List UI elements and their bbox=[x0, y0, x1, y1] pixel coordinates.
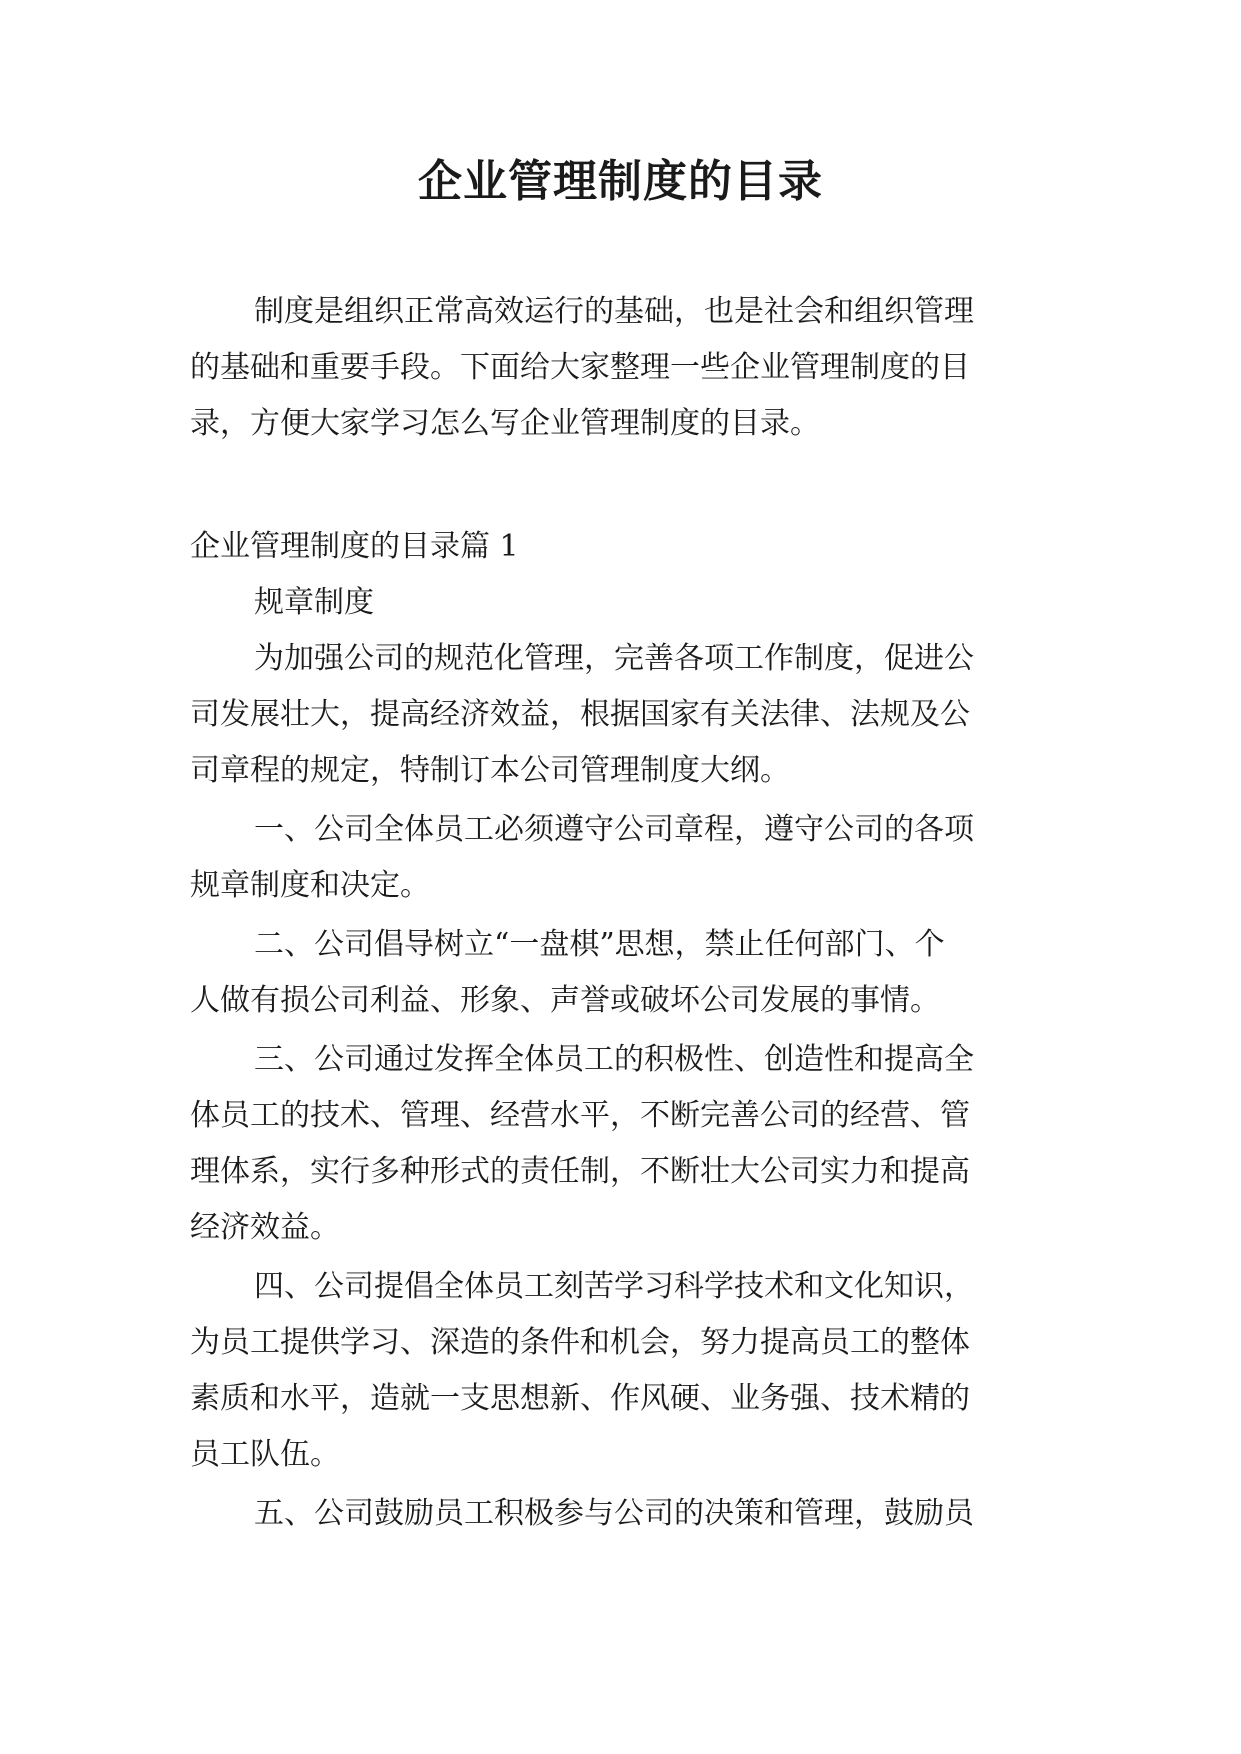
item-line: 规章制度和决定。 bbox=[190, 868, 430, 903]
item-line: 三、公司通过发挥全体员工的积极性、创造性和提高全 bbox=[254, 1042, 974, 1077]
paragraph-line: 司章程的规定，特制订本公司管理制度大纲。 bbox=[190, 753, 790, 788]
intro-line: 制度是组织正常高效运行的基础，也是社会和组织管理 bbox=[254, 294, 974, 329]
item-line: 人做有损公司利益、形象、声誉或破坏公司发展的事情。 bbox=[190, 983, 940, 1018]
item-line: 理体系，实行多种形式的责任制，不断壮大公司实力和提高 bbox=[190, 1154, 970, 1189]
item-line: 员工队伍。 bbox=[190, 1437, 340, 1472]
item-line: 经济效益。 bbox=[190, 1210, 340, 1245]
section-heading: 企业管理制度的目录篇 1 bbox=[190, 529, 519, 564]
paragraph-line: 司发展壮大，提高经济效益，根据国家有关法律、法规及公 bbox=[190, 697, 970, 732]
subheading: 规章制度 bbox=[254, 585, 374, 620]
item-line: 体员工的技术、管理、经营水平，不断完善公司的经营、管 bbox=[190, 1098, 970, 1133]
item-line: 二、公司倡导树立“一盘棋”思想，禁止任何部门、个 bbox=[254, 927, 945, 962]
item-line: 四、公司提倡全体员工刻苦学习科学技术和文化知识， bbox=[254, 1269, 974, 1304]
document-title: 企业管理制度的目录 bbox=[418, 156, 823, 207]
paragraph-line: 为加强公司的规范化管理，完善各项工作制度，促进公 bbox=[254, 641, 974, 676]
item-line: 素质和水平，造就一支思想新、作风硬、业务强、技术精的 bbox=[190, 1381, 970, 1416]
item-line: 为员工提供学习、深造的条件和机会，努力提高员工的整体 bbox=[190, 1325, 970, 1360]
item-line: 五、公司鼓励员工积极参与公司的决策和管理，鼓励员 bbox=[254, 1496, 974, 1531]
intro-line: 录，方便大家学习怎么写企业管理制度的目录。 bbox=[190, 406, 820, 441]
item-line: 一、公司全体员工必须遵守公司章程，遵守公司的各项 bbox=[254, 812, 974, 847]
intro-line: 的基础和重要手段。下面给大家整理一些企业管理制度的目 bbox=[190, 350, 970, 385]
